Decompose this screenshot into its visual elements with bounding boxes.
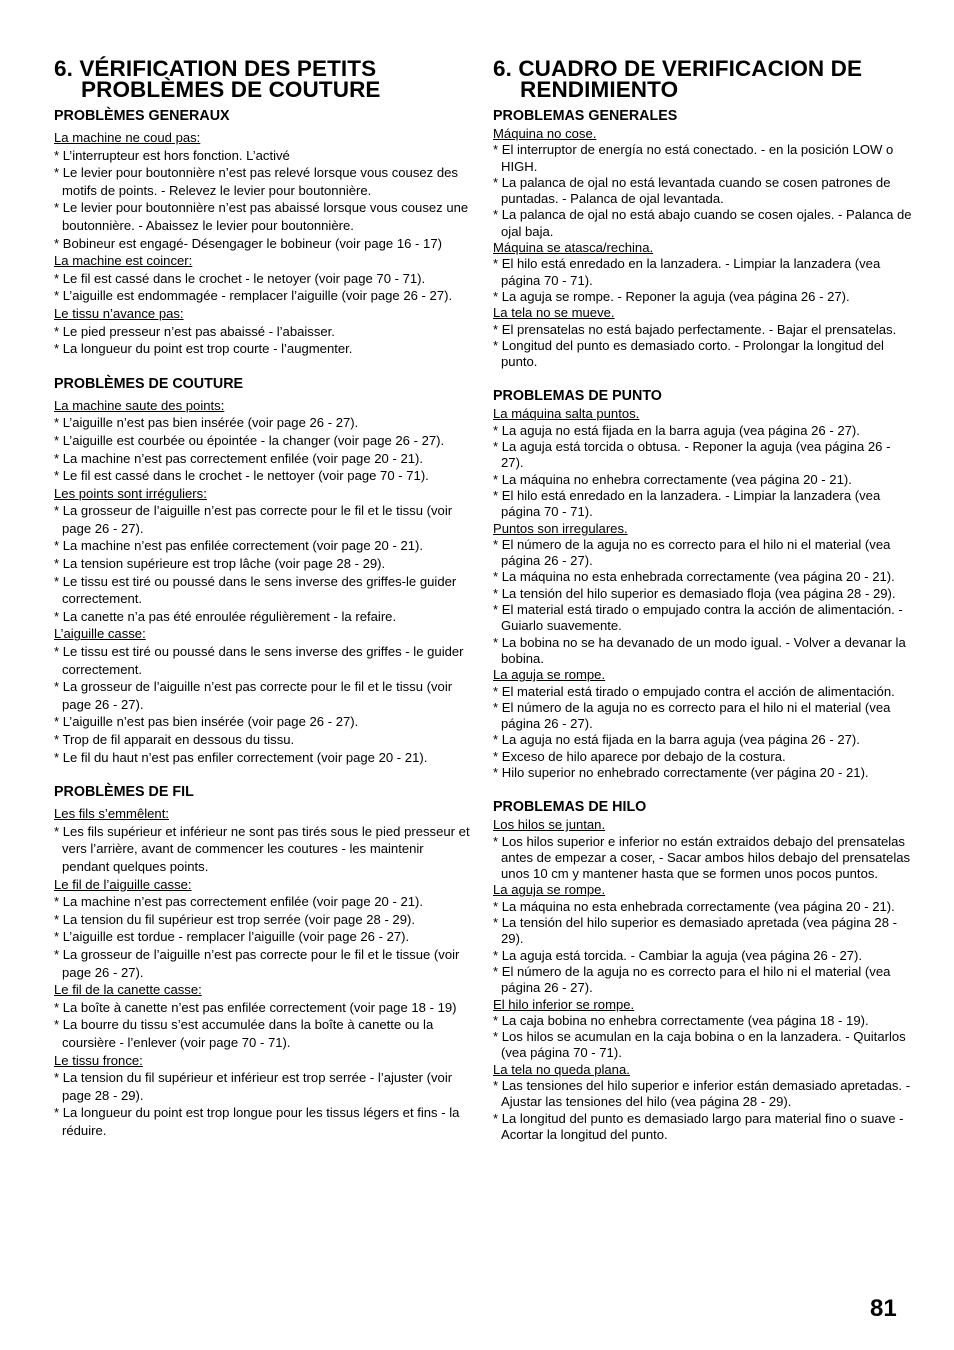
section (54, 375, 472, 766)
list-item: * La machine n’est pas correctement enfilée (voir page 20 - 21). (54, 450, 424, 466)
list-item: * L’interrupteur est hors fonction. L’activé (54, 147, 290, 163)
list-item: * Le tissu est tiré ou poussé dans le sens inverse des griffes - le guider correctement. (54, 644, 464, 677)
list-item: * El material está tirado o empujado contra el acción de alimentación. (493, 683, 895, 699)
list-item: * La máquina no esta enhebrada correctamente (vea página 20 - 21). (493, 569, 895, 585)
section-heading: PROBLÈMES DE COUTURE (54, 375, 244, 392)
french-sections (54, 107, 472, 1139)
section (54, 107, 472, 358)
list-item: * La grosseur de l’aiguille n’est pas correcte pour le fil et le tissue (voir page 26 - 27). (54, 946, 460, 980)
list-item: * Longitud del punto es demasiado corto. - Prolongar la longitud del punto. (493, 337, 884, 370)
list-item: * La tensión del hilo superior es demasiado floja (vea página 28 - 29). (493, 585, 896, 601)
list-item: * El hilo está enredado en la lanzadera. - Limpiar la lanzadera (vea página 70 - 71). (493, 487, 881, 520)
list-item: * El interruptor de energía no está conectado. - en la posición LOW o HIGH. (493, 142, 894, 174)
list-item: * La machine n’est pas enfilée correctement (voir page 20 - 21). (54, 538, 424, 554)
section-heading: PROBLEMAS DE HILO (493, 799, 647, 816)
problem-subheading: La aguja se rompe. (493, 882, 606, 898)
problem-subheading: Le tissu fronce: (54, 1052, 143, 1068)
list-item: * La tension du fil supérieur et inférieur est trop serrée - l’ajuster (voir page 28 - 29). (54, 1070, 453, 1103)
list-item: * Le levier pour boutonnière n’est pas abaissé lorsque vous cousez une boutonnière. - Abaissez le levier pour boutonnière. (54, 200, 469, 233)
list-item: * La tensión del hilo superior es demasiado apretada (vea página 28 - 29). (493, 915, 897, 947)
list-item: * La aguja se rompe. - Reponer la aguja (vea página 26 - 27). (493, 288, 850, 304)
problem-subheading: La tela no queda plana. (493, 1061, 630, 1077)
list-item: * La aguja está torcida. - Cambiar la aguja (vea página 26 - 27). (493, 947, 863, 963)
section-heading: PROBLEMAS DE PUNTO (493, 388, 662, 405)
section (493, 798, 913, 1143)
section (54, 783, 472, 1139)
list-item: * La bourre du tissu s’est accumulée dans la boîte à canette ou la coursière - l’enlever (voir page 70 - 71). (54, 1017, 434, 1050)
list-item: * Trop de fil apparait en dessous du tissu. (54, 732, 295, 747)
list-item: * La grosseur de l’aiguille n’est pas correcte pour le fil et le tissu (voir page 26 - 27). (54, 679, 453, 712)
list-item: * La tension du fil supérieur est trop serrée (voir page 28 - 29). (54, 911, 415, 927)
list-item: * Los hilos se acumulan en la caja bobina o en la lanzadera. - Quitarlos (vea página 70 - 71). (493, 1029, 906, 1061)
list-item: * L’aiguille est courbée ou épointée - la changer (voir page 26 - 27). (54, 432, 445, 448)
list-item: * La longitud del punto es demasiado largo para material fino o suave - Acortar la longitud del punto. (493, 1110, 904, 1142)
list-item: * Le fil du haut n’est pas enfiler correctement (voir page 20 - 21). (54, 749, 428, 765)
list-item: * Bobineur est engagé- Désengager le bobineur (voir page 16 - 17) (54, 235, 442, 251)
spanish-sections (493, 107, 913, 1143)
list-item: * La longueur du point est trop courte - l’augmenter. (54, 341, 353, 357)
list-item: * Le fil est cassé dans le crochet - le nettoyer (voir page 70 - 71). (54, 468, 429, 484)
list-item: * El número de la aguja no es correcto para el hilo ni el material (vea página 26 - 27). (493, 536, 891, 569)
list-item: * L’aiguille n’est pas bien insérée (voir page 26 - 27). (54, 714, 359, 730)
problem-subheading: Máquina se atasca/rechina. (493, 240, 654, 256)
list-item: * La palanca de ojal no está abajo cuando se cosen ojales. - Palanca de ojal baja. (493, 207, 912, 239)
list-item: * L’aiguille n’est pas bien insérée (voir page 26 - 27). (54, 415, 359, 431)
problem-subheading: Puntos son irregulares. (493, 520, 628, 536)
problem-subheading: La aguja se rompe. (493, 667, 606, 683)
list-item: * La bobina no se ha devanado de un modo igual. - Volver a devanar la bobina. (493, 634, 906, 666)
list-item: * El material está tirado o empujado contra la acción de alimentación. - Guiarlo suavemente. (493, 602, 903, 634)
list-item: * El prensatelas no está bajado perfectamente. - Bajar el prensatelas. (493, 321, 897, 337)
problem-subheading: El hilo inferior se rompe. (493, 996, 635, 1012)
section (493, 107, 913, 370)
list-item: * Le pied presseur n’est pas abaissé - l’abaisser. (54, 323, 335, 339)
list-item: * La máquina no esta enhebrada correctamente (vea página 20 - 21). (493, 898, 895, 914)
list-item: * La tension supérieure est trop lâche (voir page 28 - 29). (54, 556, 386, 572)
section-heading: PROBLÈMES DE FIL (54, 784, 194, 801)
list-item: * Las tensiones del hilo superior e inferior están demasiado apretadas. - Ajustar las tensiones del hilo (vea página 28 - 29). (493, 1078, 911, 1110)
problem-subheading: La tela no se mueve. (493, 305, 615, 321)
list-item: * Exceso de hilo aparece por debajo de la costura. (493, 748, 786, 764)
list-item: * La aguja no está fijada en la barra aguja (vea página 26 - 27). (493, 732, 860, 748)
list-item: * El hilo está enredado en la lanzadera. - Limpiar la lanzadera (vea página 70 - 71). (493, 256, 881, 288)
french-title: 6. VÉRIFICATION DES PETITS PROBLÈMES DE COUTURE (54, 56, 381, 102)
list-item: * Les fils supérieur et inférieur ne sont pas tirés sous le pied presseur et vers l’arrière, avant de commencer les coutures - les maintenir pendant quelques points. (54, 823, 470, 874)
problem-subheading: L’aiguille casse: (54, 626, 146, 642)
spanish-column (493, 58, 913, 1160)
list-item: * La aguja está torcida o obtusa. - Reponer la aguja (vea página 26 - 27). (493, 439, 891, 471)
list-item: * La longueur du point est trop longue pour les tissus légers et fins - la réduire. (54, 1105, 460, 1138)
section (493, 387, 913, 781)
list-item: * Los hilos superior e inferior no están extraidos debajo del prensatelas antes de empezar a coser, - Sacar ambos hilos debajo del prensatelas unos 10 cm y mantener hasta que se formen unos pocos puntos. (493, 833, 911, 882)
problem-subheading: La machine saute des points: (54, 397, 225, 413)
list-item: * El número de la aguja no es correcto para el hilo ni el material (vea página 26 - 27). (493, 963, 891, 996)
list-item: * La caja bobina no enhebra correctamente (vea página 18 - 19). (493, 1012, 869, 1028)
page-number: 81 (870, 1295, 897, 1322)
problem-subheading: Los hilos se juntan. (493, 817, 606, 833)
section-heading: PROBLEMAS GENERALES (493, 108, 678, 124)
list-item: * La máquina no enhebra correctamente (vea página 20 - 21). (493, 471, 852, 487)
list-item: * Le levier pour boutonnière n’est pas relevé lorsque vous cousez des motifs de points. - Relevez le levier pour boutonnière. (54, 165, 458, 198)
spanish-title: 6. CUADRO DE VERIFICACION DE RENDIMIENTO (493, 56, 863, 102)
problem-subheading: Máquina no cose. (493, 126, 597, 141)
list-item: * La machine n’est pas correctement enfilée (voir page 20 - 21). (54, 894, 424, 910)
list-item: * La boîte à canette n’est pas enfilée correctement (voir page 18 - 19) (54, 999, 457, 1015)
problem-subheading: Le fil de la canette casse: (54, 982, 202, 998)
problem-subheading: La máquina salta puntos. (493, 406, 640, 422)
list-item: * La aguja no está fijada en la barra aguja (vea página 26 - 27). (493, 422, 860, 438)
list-item: * L’aiguille est endommagée - remplacer l’aiguille (voir page 26 - 27). (54, 288, 453, 304)
problem-subheading: Le tissu n’avance pas: (54, 305, 184, 321)
problem-subheading: Les points sont irréguliers: (54, 485, 207, 501)
problem-subheading: La machine ne coud pas: (54, 130, 201, 145)
section-heading: PROBLÈMES GENERAUX (54, 108, 230, 124)
list-item: * Le tissu est tiré ou poussé dans le sens inverse des griffes-le guider correctement. (54, 573, 457, 607)
list-item: * El número de la aguja no es correcto para el hilo ni el material (vea página 26 - 27). (493, 699, 891, 732)
french-column (54, 58, 472, 1156)
problem-subheading: La machine est coincer: (54, 253, 193, 269)
problem-subheading: Le fil de l’aiguille casse: (54, 876, 192, 892)
list-item: * L’aiguille est tordue - remplacer l’aiguille (voir page 26 - 27). (54, 929, 410, 945)
list-item: * Hilo superior no enhebrado correctamente (ver página 20 - 21). (493, 764, 869, 780)
list-item: * La grosseur de l’aiguille n’est pas correcte pour le fil et le tissu (voir page 26 - 27). (54, 503, 453, 536)
problem-subheading: Les fils s’emmêlent: (54, 806, 169, 822)
list-item: * Le fil est cassé dans le crochet - le netoyer (voir page 70 - 71). (54, 270, 426, 286)
list-item: * La canette n’a pas été enroulée régulièrement - la refaire. (54, 608, 397, 624)
list-item: * La palanca de ojal no está levantada cuando se cosen patrones de puntadas. - Palanca de ojal levantada. (493, 174, 891, 207)
